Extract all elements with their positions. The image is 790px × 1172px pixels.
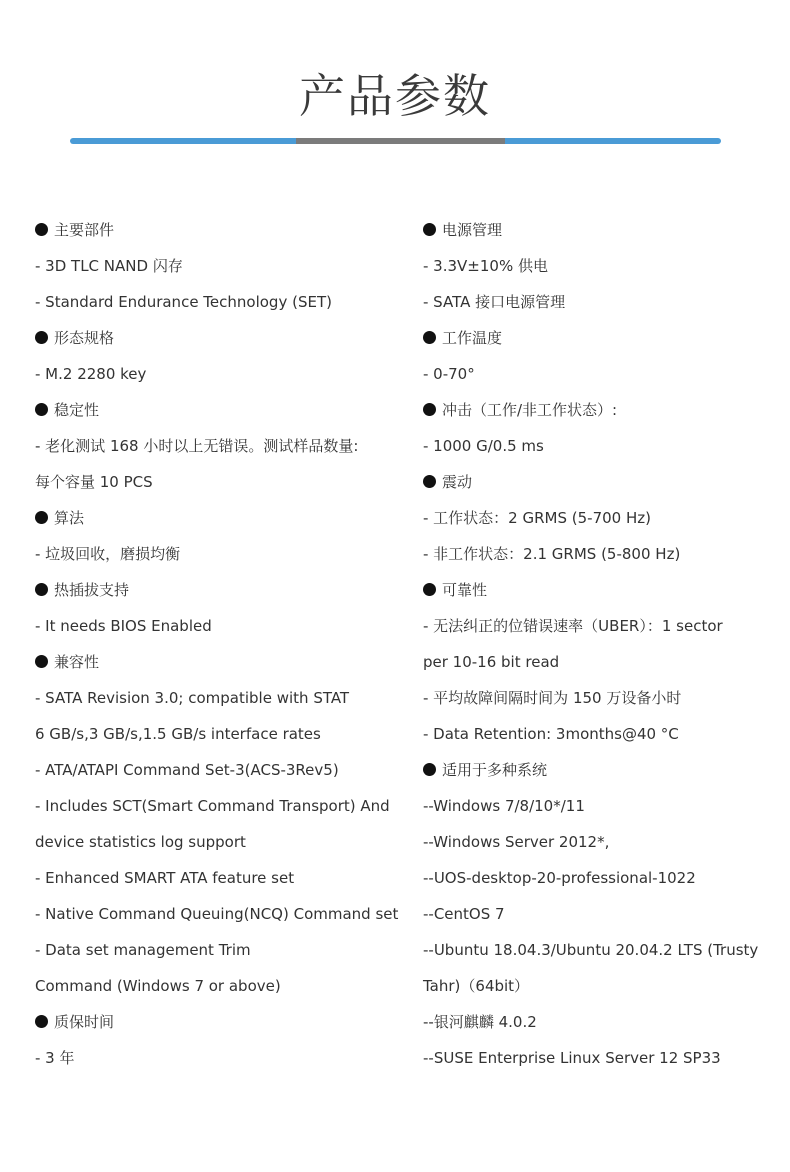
bullet-icon xyxy=(35,655,48,668)
section-heading-text: 形态规格 xyxy=(54,329,115,347)
section-heading-text: 电源管理 xyxy=(442,221,503,239)
spec-line-text: - Native Command Queuing(NCQ) Command set xyxy=(35,905,399,923)
section-heading xyxy=(35,644,405,680)
spec-line xyxy=(423,500,768,536)
spec-line xyxy=(35,536,405,572)
section-heading-text: 震动 xyxy=(442,473,473,491)
spec-line xyxy=(35,968,405,1004)
bullet-icon xyxy=(35,583,48,596)
title-divider xyxy=(70,138,721,144)
spec-line-text: --Ubuntu 18.04.3/Ubuntu 20.04.2 LTS (Trusty xyxy=(423,941,759,959)
spec-line xyxy=(35,752,405,788)
spec-line xyxy=(423,536,768,572)
bullet-icon xyxy=(423,331,436,344)
spec-line-text: - 老化测试 168 小时以上无错误。测试样品数量: xyxy=(35,437,359,455)
section-heading xyxy=(423,392,768,428)
spec-line-text: 6 GB/s,3 GB/s,1.5 GB/s interface rates xyxy=(35,725,321,743)
section-heading xyxy=(423,752,768,788)
spec-line-text: - M.2 2280 key xyxy=(35,365,147,383)
spec-line-text: Command (Windows 7 or above) xyxy=(35,977,281,995)
section-heading-text: 质保时间 xyxy=(54,1013,115,1031)
spec-line-text: - 3 年 xyxy=(35,1049,75,1067)
spec-line-text: - 无法纠正的位错误速率（UBER）：1 sector xyxy=(423,617,723,635)
spec-line xyxy=(423,1004,768,1040)
section-heading-text: 主要部件 xyxy=(54,221,115,239)
spec-line xyxy=(423,608,768,644)
spec-line-text: 每个容量 10 PCS xyxy=(35,473,153,491)
section-heading xyxy=(423,464,768,500)
spec-line-text: - Data Retention: 3months@40 °C xyxy=(423,725,679,743)
spec-line-text: - Includes SCT(Smart Command Transport) And xyxy=(35,797,390,815)
section-heading xyxy=(35,392,405,428)
section-heading-text: 冲击（工作/非工作状态）: xyxy=(442,401,618,419)
bullet-icon xyxy=(423,403,436,416)
spec-line xyxy=(423,284,768,320)
bullet-icon xyxy=(35,223,48,236)
spec-line xyxy=(35,680,405,716)
spec-line-text: --Windows Server 2012*, xyxy=(423,833,610,851)
bullet-icon xyxy=(35,1015,48,1028)
spec-line-text: --CentOS 7 xyxy=(423,905,505,923)
spec-line-text: - SATA 接口电源管理 xyxy=(423,293,566,311)
spec-line xyxy=(35,464,405,500)
spec-line-text: - 0-70° xyxy=(423,365,475,383)
spec-line-text: --UOS-desktop-20-professional-1022 xyxy=(423,869,696,887)
spec-line-text: Tahr)（64bit） xyxy=(423,977,530,995)
spec-line xyxy=(35,860,405,896)
spec-line-text: - Data set management Trim xyxy=(35,941,251,959)
section-heading-text: 兼容性 xyxy=(54,653,100,671)
spec-line-text: - 垃圾回收，磨损均衡 xyxy=(35,545,181,563)
spec-line xyxy=(423,824,768,860)
spec-line xyxy=(35,284,405,320)
section-heading xyxy=(35,572,405,608)
spec-line xyxy=(35,932,405,968)
spec-line xyxy=(423,680,768,716)
spec-line xyxy=(35,716,405,752)
spec-line-text: - 1000 G/0.5 ms xyxy=(423,437,544,455)
spec-line xyxy=(35,824,405,860)
left-spec-column xyxy=(35,212,405,1076)
section-heading-text: 热插拔支持 xyxy=(54,581,130,599)
section-heading xyxy=(423,572,768,608)
spec-line xyxy=(423,644,768,680)
spec-line-text: per 10-16 bit read xyxy=(423,653,560,671)
spec-line xyxy=(35,248,405,284)
section-heading xyxy=(35,500,405,536)
section-heading xyxy=(35,1004,405,1040)
section-heading xyxy=(423,320,768,356)
spec-line xyxy=(423,860,768,896)
spec-line-text: - 非工作状态：2.1 GRMS (5-800 Hz) xyxy=(423,545,681,563)
section-heading-text: 适用于多种系统 xyxy=(442,761,548,779)
spec-line xyxy=(423,428,768,464)
divider-middle-segment xyxy=(296,138,505,144)
bullet-icon xyxy=(35,331,48,344)
bullet-icon xyxy=(35,403,48,416)
section-heading-text: 稳定性 xyxy=(54,401,100,419)
section-heading-text: 工作温度 xyxy=(442,329,503,347)
right-spec-column xyxy=(423,212,768,1076)
page-title: 产品参数 xyxy=(299,69,491,123)
section-heading-text: 算法 xyxy=(54,509,85,527)
spec-line xyxy=(35,608,405,644)
spec-line xyxy=(423,356,768,392)
spec-line-text: - 工作状态：2 GRMS (5-700 Hz) xyxy=(423,509,651,527)
spec-line-text: device statistics log support xyxy=(35,833,246,851)
spec-line xyxy=(35,356,405,392)
spec-line xyxy=(423,932,768,968)
bullet-icon xyxy=(423,475,436,488)
spec-line xyxy=(423,788,768,824)
bullet-icon xyxy=(423,223,436,236)
section-heading-text: 可靠性 xyxy=(442,581,488,599)
spec-line-text: - 平均故障间隔时间为 150 万设备小时 xyxy=(423,689,682,707)
spec-line xyxy=(35,1040,405,1076)
bullet-icon xyxy=(423,583,436,596)
spec-line-text: --SUSE Enterprise Linux Server 12 SP33 xyxy=(423,1049,721,1067)
section-heading xyxy=(423,212,768,248)
spec-line-text: - 3D TLC NAND 闪存 xyxy=(35,257,183,275)
spec-line xyxy=(35,428,405,464)
spec-line-text: --银河麒麟 4.0.2 xyxy=(423,1013,537,1031)
spec-line-text: --Windows 7/8/10*/11 xyxy=(423,797,585,815)
spec-line xyxy=(423,1040,768,1076)
spec-line xyxy=(423,896,768,932)
spec-line-text: - Standard Endurance Technology (SET) xyxy=(35,293,332,311)
bullet-icon xyxy=(35,511,48,524)
section-heading xyxy=(35,320,405,356)
spec-line-text: - It needs BIOS Enabled xyxy=(35,617,212,635)
divider-left-segment xyxy=(70,138,296,144)
spec-line-text: - Enhanced SMART ATA feature set xyxy=(35,869,295,887)
spec-line xyxy=(35,896,405,932)
spec-line-text: - SATA Revision 3.0; compatible with STAT xyxy=(35,689,350,707)
spec-line xyxy=(423,248,768,284)
spec-line xyxy=(35,788,405,824)
spec-line-text: - ATA/ATAPI Command Set-3(ACS-3Rev5) xyxy=(35,761,339,779)
divider-right-segment xyxy=(505,138,721,144)
section-heading xyxy=(35,212,405,248)
spec-line-text: - 3.3V±10% 供电 xyxy=(423,257,548,275)
spec-line xyxy=(423,716,768,752)
bullet-icon xyxy=(423,763,436,776)
spec-line xyxy=(423,968,768,1004)
